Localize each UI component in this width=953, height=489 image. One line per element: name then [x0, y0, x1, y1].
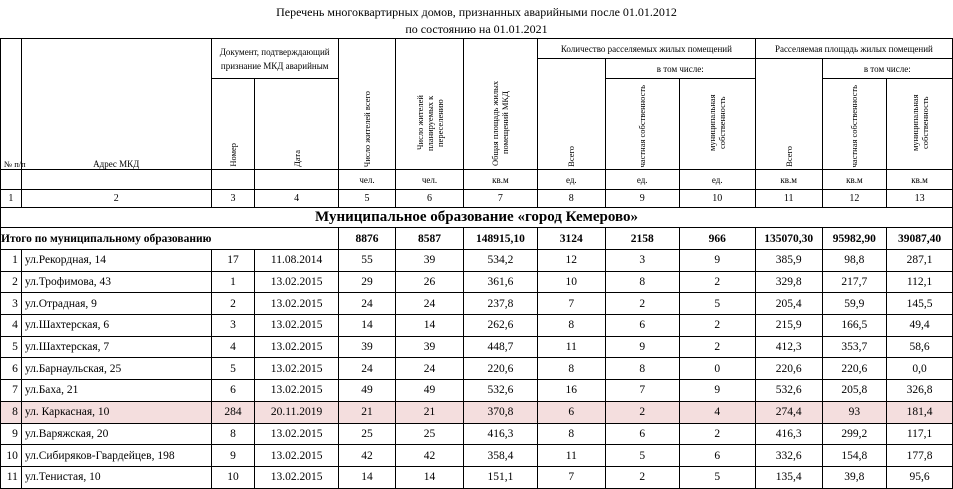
table-cell: 42 [396, 445, 464, 467]
table-cell: 358,4 [463, 445, 537, 467]
table-cell: 58,6 [887, 336, 953, 358]
table-row [1, 293, 953, 315]
total-value: 95982,90 [822, 228, 887, 250]
table-cell: 166,5 [822, 315, 887, 337]
column-number: 8 [537, 190, 605, 208]
total-value: 966 [679, 228, 755, 250]
table-cell: 416,3 [755, 423, 822, 445]
table-cell: 24 [338, 358, 395, 380]
table-cell: 6 [1, 358, 22, 380]
table-cell: 39 [396, 336, 464, 358]
table-row [1, 380, 953, 402]
table-cell: 215,9 [755, 315, 822, 337]
unit: кв.м [822, 170, 887, 190]
table-cell: 135,4 [755, 466, 822, 488]
table-cell: 262,6 [463, 315, 537, 337]
table-row [1, 358, 953, 380]
table-cell: 217,7 [822, 271, 887, 293]
table-cell: 7 [537, 466, 605, 488]
column-number: 3 [211, 190, 255, 208]
table-cell: 151,1 [463, 466, 537, 488]
table-row [1, 445, 953, 467]
table-cell: 6 [211, 380, 255, 402]
table-cell: 9 [679, 250, 755, 272]
table-cell: 7 [1, 380, 22, 402]
table-cell: 8 [605, 358, 679, 380]
table-row [1, 423, 953, 445]
table-cell: 49,4 [887, 315, 953, 337]
total-value: 2158 [605, 228, 679, 250]
column-number: 2 [21, 190, 211, 208]
column-number: 12 [822, 190, 887, 208]
table-cell: ул.Отрадная, 9 [21, 293, 211, 315]
column-numbers-row [1, 190, 953, 208]
table-cell: 532,6 [755, 380, 822, 402]
table-cell: 154,8 [822, 445, 887, 467]
table-cell: 8 [605, 271, 679, 293]
table-cell: 13.02.2015 [255, 293, 338, 315]
column-number: 13 [887, 190, 953, 208]
column-number: 11 [755, 190, 822, 208]
total-value: 8876 [338, 228, 395, 250]
table-cell: 20.11.2019 [255, 401, 338, 423]
table-cell: 220,6 [463, 358, 537, 380]
table-cell: 9 [605, 336, 679, 358]
table-cell: 448,7 [463, 336, 537, 358]
table-cell: 25 [338, 423, 395, 445]
table-cell: 10 [211, 466, 255, 488]
table-cell: 181,4 [887, 401, 953, 423]
table-cell: 14 [396, 315, 464, 337]
table-cell: 532,6 [463, 380, 537, 402]
table-cell: 2 [1, 271, 22, 293]
table-cell: 6 [605, 315, 679, 337]
header-area-private: частная собственность [849, 84, 860, 167]
total-value: 8587 [396, 228, 464, 250]
table-cell: 13.02.2015 [255, 423, 338, 445]
table-cell: 98,8 [822, 250, 887, 272]
table-cell: 13.02.2015 [255, 315, 338, 337]
total-value: 135070,30 [755, 228, 822, 250]
table-cell: ул.Тенистая, 10 [21, 466, 211, 488]
table-cell: 24 [338, 293, 395, 315]
table-cell: 59,9 [822, 293, 887, 315]
table-cell: 16 [537, 380, 605, 402]
unit: ед. [605, 170, 679, 190]
table-cell: 385,9 [755, 250, 822, 272]
table-cell: 2 [679, 336, 755, 358]
table-cell: ул.Барнаульская, 25 [21, 358, 211, 380]
table-cell: 14 [338, 315, 395, 337]
unit: чел. [338, 170, 395, 190]
table-cell: 93 [822, 401, 887, 423]
table-cell: 112,1 [887, 271, 953, 293]
header-area-total: Всего [783, 146, 794, 167]
column-number: 9 [605, 190, 679, 208]
table-cell: 49 [396, 380, 464, 402]
table-cell: 14 [396, 466, 464, 488]
table-cell: ул. Каркасная, 10 [21, 401, 211, 423]
table-cell: 3 [1, 293, 22, 315]
unit: чел. [396, 170, 464, 190]
table-cell: 11 [537, 336, 605, 358]
table-cell: 2 [605, 466, 679, 488]
column-number: 6 [396, 190, 464, 208]
table-cell: ул.Шахтерская, 7 [21, 336, 211, 358]
table-cell: ул.Шахтерская, 6 [21, 315, 211, 337]
table-cell: 534,2 [463, 250, 537, 272]
table-row [1, 315, 953, 337]
municipality-title: Муниципальное образование «город Кемерово» [1, 208, 953, 228]
total-value: 3124 [537, 228, 605, 250]
table-cell: 1 [211, 271, 255, 293]
table-cell: 299,2 [822, 423, 887, 445]
unit: кв.м [887, 170, 953, 190]
header-doc-date: Дата [291, 150, 302, 167]
table-cell: 55 [338, 250, 395, 272]
table-cell: 3 [211, 315, 255, 337]
table-cell: 353,7 [822, 336, 887, 358]
column-number: 4 [255, 190, 338, 208]
header-num: № п/п [1, 39, 22, 170]
table-cell: ул.Сибиряков-Гвардейцев, 198 [21, 445, 211, 467]
table-row [1, 250, 953, 272]
table-cell: 2 [679, 423, 755, 445]
table-cell: 13.02.2015 [255, 271, 338, 293]
header-document: Документ, подтверждающий признание МКД аварийным [211, 39, 338, 79]
table-cell: 237,8 [463, 293, 537, 315]
header-total-area: Общая площадь жилых помещений МКД [490, 80, 511, 166]
table-cell: 49 [338, 380, 395, 402]
unit: ед. [679, 170, 755, 190]
table-cell: 5 [1, 336, 22, 358]
table-cell: 8 [537, 423, 605, 445]
table-cell: ул.Баха, 21 [21, 380, 211, 402]
table-cell: 9 [211, 445, 255, 467]
header-rooms-including: в том числе: [605, 59, 755, 79]
table-cell: 5 [679, 293, 755, 315]
table-cell: 95,6 [887, 466, 953, 488]
table-cell: 13.02.2015 [255, 445, 338, 467]
table-cell: 13.02.2015 [255, 336, 338, 358]
header-rooms-private: частная собственность [637, 84, 648, 167]
table-cell: 332,6 [755, 445, 822, 467]
table-cell: 39,8 [822, 466, 887, 488]
table-cell: 329,8 [755, 271, 822, 293]
table-cell: 220,6 [822, 358, 887, 380]
header-area-including: в том числе: [822, 59, 952, 79]
table-cell: 1 [1, 250, 22, 272]
table-cell: 117,1 [887, 423, 953, 445]
units-row [1, 170, 953, 190]
table-cell: ул.Трофимова, 43 [21, 271, 211, 293]
header-area-municipal: муниципальная собственность [909, 94, 930, 152]
document-title: Перечень многоквартирных домов, признанных аварийными после 01.01.2012 [276, 5, 677, 19]
table-row [1, 271, 953, 293]
table-cell: 370,8 [463, 401, 537, 423]
table-cell: 8 [1, 401, 22, 423]
table-cell: 24 [396, 293, 464, 315]
table-cell: 17 [211, 250, 255, 272]
table-cell: 145,5 [887, 293, 953, 315]
table-cell: 4 [679, 401, 755, 423]
header-rooms-total: Всего [566, 146, 577, 167]
table-cell: 2 [679, 315, 755, 337]
table-cell: 4 [211, 336, 255, 358]
table-cell: 205,8 [822, 380, 887, 402]
table-cell: 274,4 [755, 401, 822, 423]
table-cell: 2 [605, 401, 679, 423]
table-cell: 326,8 [887, 380, 953, 402]
header-rooms-municipal: муниципальная собственность [707, 94, 728, 152]
table-cell: 412,3 [755, 336, 822, 358]
column-number: 1 [1, 190, 22, 208]
total-value: 148915,10 [463, 228, 537, 250]
table-cell: 8 [537, 358, 605, 380]
table-cell: 9 [679, 380, 755, 402]
table-cell: 6 [679, 445, 755, 467]
table-row [1, 336, 953, 358]
table-cell: 4 [1, 315, 22, 337]
table-cell: 205,4 [755, 293, 822, 315]
table-cell: 13.02.2015 [255, 466, 338, 488]
total-row [1, 228, 953, 250]
table-cell: ул.Рекордная, 14 [21, 250, 211, 272]
table-cell: 10 [537, 271, 605, 293]
table-cell: ул.Варяжская, 20 [21, 423, 211, 445]
table-cell: 220,6 [755, 358, 822, 380]
unit: кв.м [755, 170, 822, 190]
table-cell: 2 [605, 293, 679, 315]
table-cell: 6 [537, 401, 605, 423]
emergency-housing-table [0, 38, 953, 489]
table-cell: 0,0 [887, 358, 953, 380]
table-cell: 29 [338, 271, 395, 293]
table-row [1, 401, 953, 423]
column-number: 5 [338, 190, 395, 208]
table-cell: 13.02.2015 [255, 358, 338, 380]
table-cell: 24 [396, 358, 464, 380]
table-cell: 11 [1, 466, 22, 488]
document-subtitle: по состоянию на 01.01.2021 [405, 22, 548, 36]
table-cell: 39 [338, 336, 395, 358]
header-residents: Число жителей всего [361, 90, 372, 167]
table-cell: 8 [537, 315, 605, 337]
header-doc-number: Номер [227, 143, 238, 167]
table-cell: 12 [537, 250, 605, 272]
table-cell: 21 [396, 401, 464, 423]
column-number: 7 [463, 190, 537, 208]
table-cell: 284 [211, 401, 255, 423]
table-cell: 5 [211, 358, 255, 380]
table-cell: 26 [396, 271, 464, 293]
table-cell: 416,3 [463, 423, 537, 445]
table-cell: 8 [211, 423, 255, 445]
table-cell: 42 [338, 445, 395, 467]
header-planned-residents: Число жителей планируемых к переселению [414, 95, 445, 151]
table-cell: 11.08.2014 [255, 250, 338, 272]
total-value: 39087,40 [887, 228, 953, 250]
table-cell: 25 [396, 423, 464, 445]
table-cell: 2 [211, 293, 255, 315]
table-cell: 7 [605, 380, 679, 402]
table-cell: 5 [679, 466, 755, 488]
table-cell: 287,1 [887, 250, 953, 272]
unit: кв.м [463, 170, 537, 190]
unit: ед. [537, 170, 605, 190]
table-cell: 177,8 [887, 445, 953, 467]
table-cell: 21 [338, 401, 395, 423]
table-cell: 14 [338, 466, 395, 488]
table-cell: 10 [1, 445, 22, 467]
column-number: 10 [679, 190, 755, 208]
table-cell: 361,6 [463, 271, 537, 293]
table-cell: 9 [1, 423, 22, 445]
table-cell: 7 [537, 293, 605, 315]
table-cell: 0 [679, 358, 755, 380]
table-row [1, 466, 953, 488]
table-cell: 11 [537, 445, 605, 467]
header-rooms-group: Количество расселяемых жилых помещений [537, 39, 755, 59]
table-cell: 13.02.2015 [255, 380, 338, 402]
table-cell: 39 [396, 250, 464, 272]
total-label: Итого по муниципальному образованию [1, 228, 339, 250]
header-address: Адрес МКД [21, 39, 211, 170]
header-area-group: Расселяемая площадь жилых помещений [755, 39, 952, 59]
table-cell: 6 [605, 423, 679, 445]
table-cell: 2 [679, 271, 755, 293]
table-cell: 5 [605, 445, 679, 467]
table-cell: 3 [605, 250, 679, 272]
